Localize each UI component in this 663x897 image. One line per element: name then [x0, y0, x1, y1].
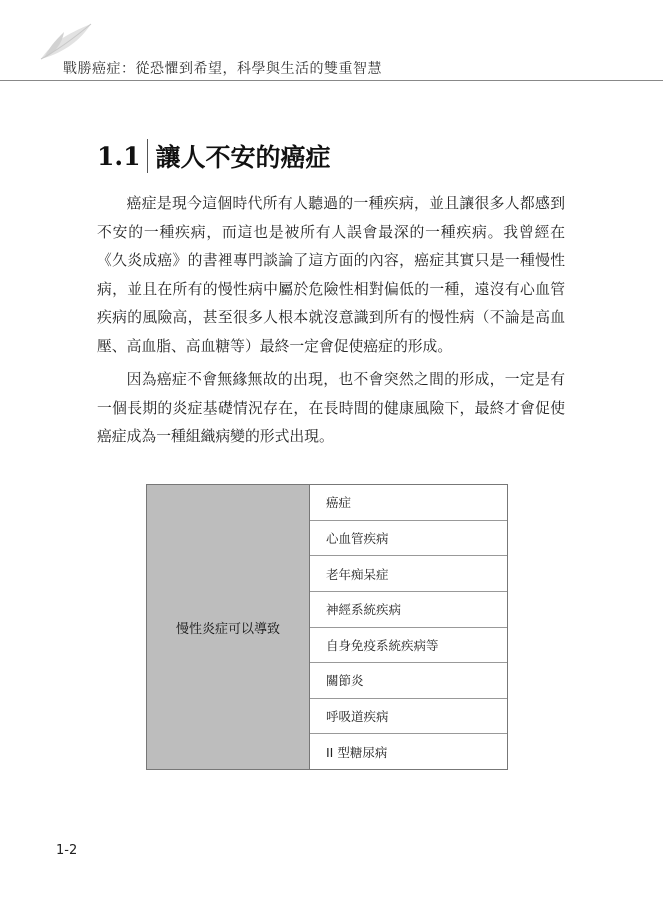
chronic-inflammation-diagram	[146, 484, 508, 770]
section-divider	[147, 139, 148, 173]
header-rule	[0, 80, 663, 81]
diagram-outcome-item: 自身免疫系統疾病等	[310, 628, 507, 664]
leaf-decoration-icon	[36, 14, 96, 64]
page-number: 1-2	[56, 843, 78, 858]
diagram-outcome-item: 癌症	[310, 485, 507, 521]
diagram-outcome-list	[310, 485, 507, 769]
diagram-outcome-item: 神經系統疾病	[310, 592, 507, 628]
running-header-title: 戰勝癌症：從恐懼到希望，科學與生活的雙重智慧	[63, 61, 382, 77]
diagram-cause-label: 慢性炎症可以導致	[175, 621, 280, 637]
diagram-outcome-item: II 型糖尿病	[326, 744, 388, 760]
diagram-outcome-item: 心血管疾病	[310, 521, 507, 557]
diagram-outcome-item: 老年痴呆症	[310, 556, 507, 592]
section-number: 1.1	[97, 141, 141, 171]
diagram-outcome-item: 呼吸道疾病	[310, 699, 507, 735]
section-title: 讓人不安的癌症	[155, 143, 331, 172]
body-paragraph-2: 因為癌症不會無緣無故的出現，也不會突然之間的形成，一定是有一個長期的炎症基礎情況存在，在長時間的健康風險下，最終才會促使癌症成為一種組織病變的形式出現。	[97, 371, 565, 445]
diagram-outcome-item: 關節炎	[310, 663, 507, 699]
body-paragraph-1: 癌症是現今這個時代所有人聽過的一種疾病，並且讓很多人都感到不安的一種疾病，而這也是被所有人誤會最深的一種疾病。我曾經在《久炎成癌》的書裡專門談論了這方面的內容，癌症其實只是一種慢性病，並且在所有的慢性病中屬於危險性相對偏低的一種，遠沒有心血管疾病的風險高，甚至很多人根本就沒意識到所有的慢性病（不論是高血壓、高血脂、高血糖等）最終一定會促使癌症的形成。	[97, 195, 565, 355]
section-heading	[97, 138, 331, 174]
diagram-cause-cell	[147, 485, 310, 769]
